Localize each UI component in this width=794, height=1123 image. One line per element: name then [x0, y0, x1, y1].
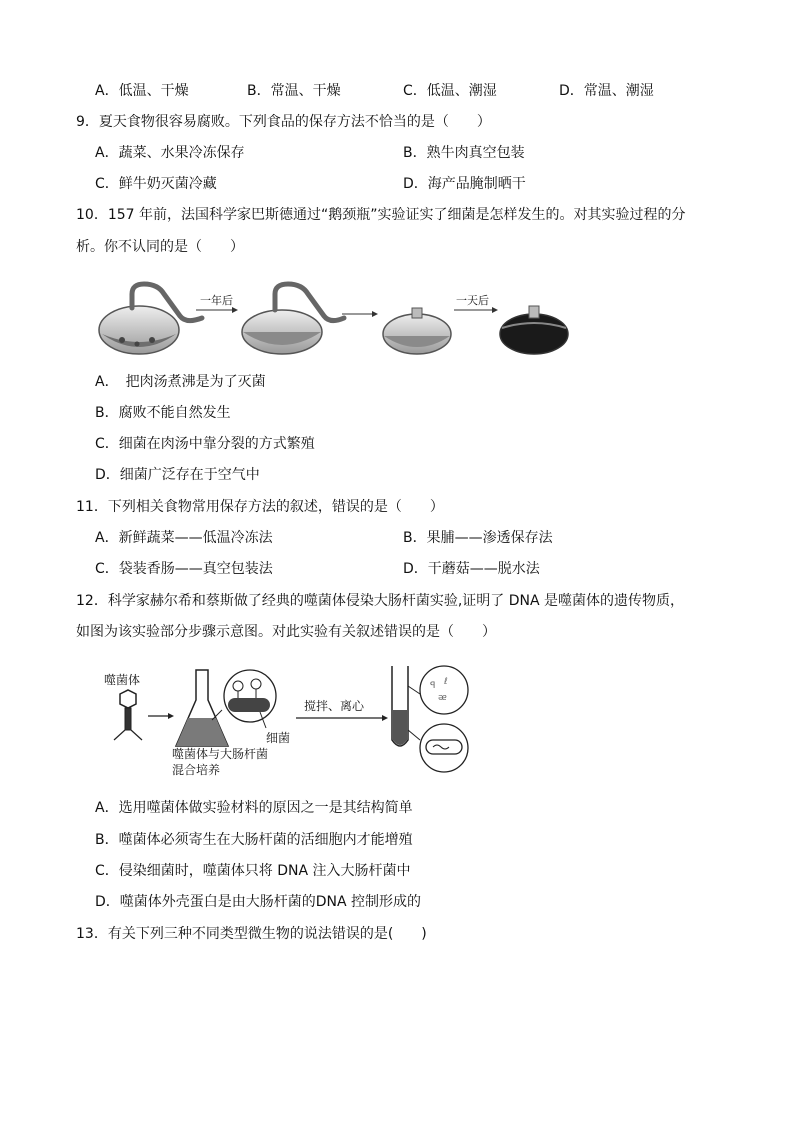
arrow-one-year — [196, 293, 238, 313]
svg-text:ꟼ: ꟼ — [430, 681, 436, 691]
q10-option-c: C．细菌在肉汤中靠分裂的方式繁殖 — [95, 436, 315, 452]
q11-stem: 11．下列相关食物常用保存方法的叙述，错误的是（ ） — [76, 499, 444, 515]
q10-option-d: D．细菌广泛存在于空气中 — [95, 467, 260, 483]
culture-flask — [176, 670, 228, 746]
q12-stem-line2: 如图为该实验部分步骤示意图。对此实验有关叙述错误的是（ ） — [76, 624, 496, 640]
q11-option-b: B．果脯——渗透保存法 — [403, 530, 553, 546]
q12-option-b: B．噬菌体必须寄生在大肠杆菌的活细胞内才能增殖 — [95, 832, 413, 848]
q10-option-a: A． 把肉汤煮沸是为了灭菌 — [95, 374, 266, 390]
q10-stem-line1: 10．157 年前，法国科学家巴斯德通过“鹅颈瓶”实验证实了细菌是怎样发生的。对其实验过程的分 — [76, 207, 686, 223]
q9-option-b: B．熟牛肉真空包装 — [403, 145, 525, 161]
q11-option-d: D．干蘑菇——脱水法 — [403, 561, 540, 577]
svg-text:ᴂ: ᴂ — [438, 693, 447, 703]
label-one-day: 一天后 — [456, 294, 489, 307]
label-bacteria: 细菌 — [266, 731, 291, 745]
label-mix-line1: 噬菌体与大肠杆菌 — [172, 747, 269, 761]
q12-option-c: C．侵染细菌时，噬菌体只将 DNA 注入大肠杆菌中 — [95, 863, 411, 879]
label-mix-line2: 混合培养 — [172, 763, 221, 777]
arrow-plain — [342, 311, 378, 317]
label-stir-centrifuge: 搅拌、离心 — [304, 699, 365, 713]
label-one-year: 一年后 — [200, 294, 233, 307]
swan-neck-flask-figure — [92, 280, 577, 360]
q12-option-d: D．噬菌体外壳蛋白是由大肠杆菌的DNA 控制形成的 — [95, 894, 422, 910]
arrow-one-day — [454, 294, 498, 313]
flask-neck-broken — [383, 308, 451, 354]
q8-option-c: C．低温、潮湿 — [403, 83, 497, 99]
centrifuge-tube — [392, 666, 408, 746]
q10-stem-line2: 析。你不认同的是（ ） — [76, 239, 244, 255]
flask-boiling — [99, 284, 202, 354]
q11-option-a: A．新鲜蔬菜——低温冷冻法 — [95, 530, 273, 546]
q9-option-d: D．海产品腌制晒干 — [403, 176, 526, 192]
q8-option-a: A．低温、干燥 — [95, 83, 189, 99]
q9-stem: 9．夏天食物很容易腐败。下列食品的保存方法不恰当的是（ ） — [76, 114, 491, 130]
magnified-bacteria — [212, 670, 276, 728]
q13-stem: 13．有关下列三种不同类型微生物的说法错误的是( ) — [76, 926, 427, 942]
q11-option-c: C．袋装香肠——真空包装法 — [95, 561, 273, 577]
q9-option-a: A．蔬菜、水果冷冻保存 — [95, 145, 245, 161]
q12-option-a: A．选用噬菌体做实验材料的原因之一是其结构简单 — [95, 800, 413, 816]
q8-option-b: B．常温、干燥 — [247, 83, 341, 99]
q12-stem-line1: 12．科学家赫尔希和蔡斯做了经典的噬菌体侵染大肠杆菌实验,证明了 DNA 是噬菌体的遗传物质， — [76, 593, 684, 609]
svg-text:ℓ: ℓ — [444, 677, 448, 687]
phage-experiment-figure — [100, 660, 490, 780]
label-phage: 噬菌体 — [104, 673, 141, 687]
magnified-supernatant — [408, 666, 468, 714]
magnified-precipitate — [408, 724, 468, 772]
q9-option-c: C．鲜牛奶灭菌冷藏 — [95, 176, 217, 192]
phage-icon — [114, 690, 142, 740]
q8-option-d: D．常温、潮湿 — [559, 83, 654, 99]
flask-after-one-year — [242, 284, 344, 354]
flask-spoiled — [500, 306, 568, 354]
q10-option-b: B．腐败不能自然发生 — [95, 405, 231, 421]
